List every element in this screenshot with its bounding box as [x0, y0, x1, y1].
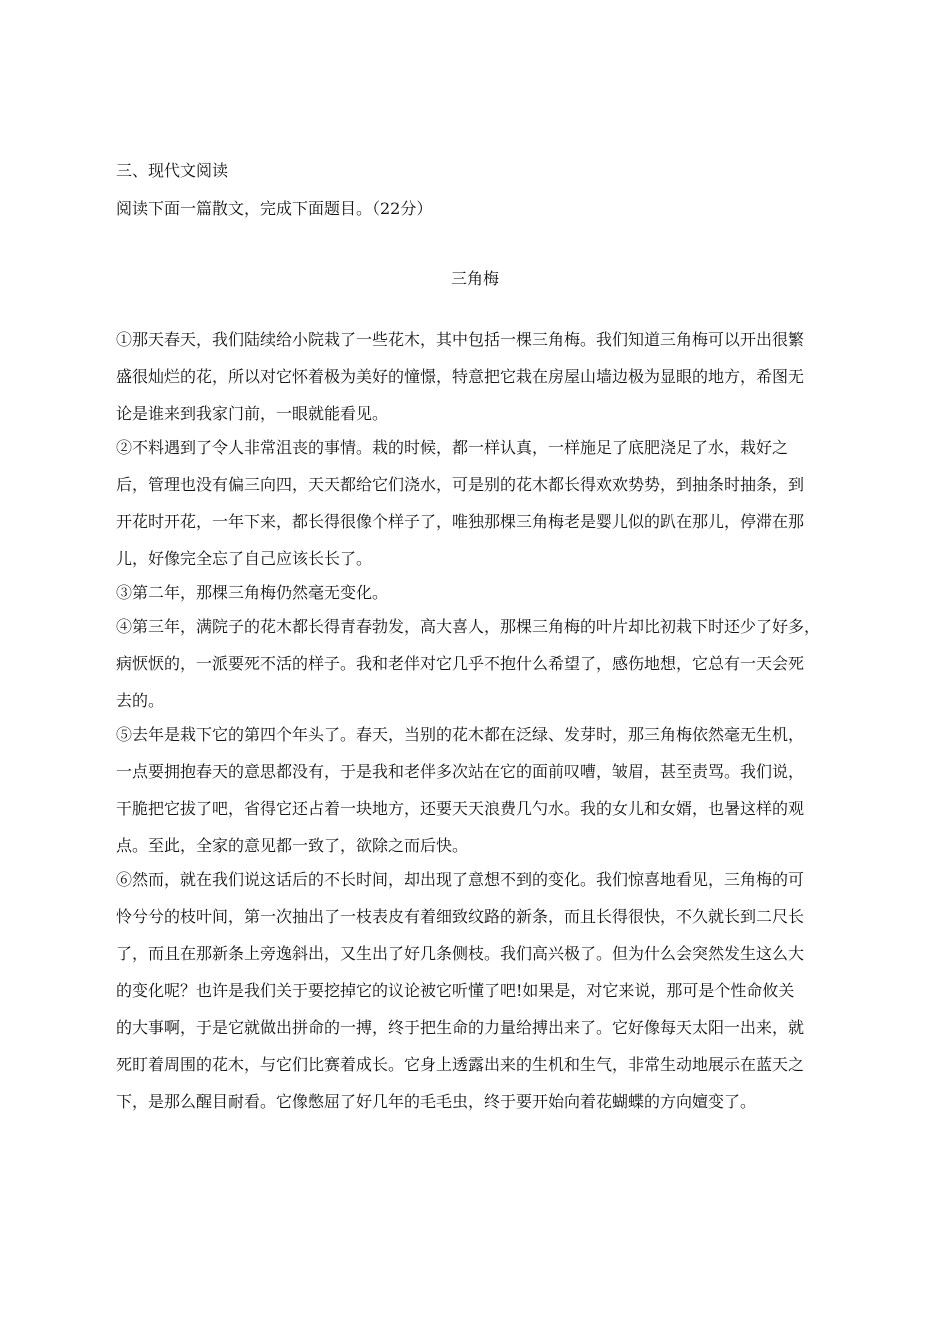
- essay-line: 死盯着周围的花木，与它们比赛着成长。它身上透露出来的生机和生气，非常生动地展示在蓝天之: [116, 1055, 805, 1074]
- essay-line: ④第三年，满院子的花木都长得青春勃发，高大喜人，那棵三角梅的叶片却比初栽下时还少了好多，: [116, 617, 821, 636]
- essay-line: 开花时开花，一年下来，都长得很像个样子了，唯独那棵三角梅老是婴儿似的趴在那儿，停滞在那: [116, 512, 805, 531]
- essay-body: [116, 330, 838, 1112]
- essay-line: ③第二年，那棵三角梅仍然毫无变化。: [116, 583, 389, 602]
- essay-line: 一点要拥抱春天的意思都没有，于是我和老伴多次站在它的面前叹嘈，皱眉，甚至责骂。我们说，: [116, 762, 805, 781]
- section-heading: 三、现代文阅读: [116, 161, 229, 180]
- essay-title: 三角梅: [450, 269, 499, 288]
- essay-line: 去的。: [116, 691, 165, 710]
- essay-line: 论是谁来到我家门前，一眼就能看见。: [116, 404, 389, 423]
- essay-line: 干脆把它拔了吧，省得它还占着一块地方，还要天天浪费几勺水。我的女儿和女婿，也暑这样的观: [116, 799, 805, 818]
- essay-line: 儿，好像完全忘了自己应该长长了。: [116, 549, 373, 568]
- essay-line: ①那天春天，我们陆续给小院栽了一些花木，其中包括一棵三角梅。我们知道三角梅可以开出很繁: [116, 330, 805, 349]
- essay-line: ⑤去年是栽下它的第四个年头了。春天，当别的花木都在泛绿、发芽时，那三角梅依然毫无生机，: [116, 725, 805, 744]
- essay-line: 的大事啊，于是它就做出拼命的一搏，终于把生命的力量给搏出来了。它好像每天太阳一出来，就: [116, 1018, 805, 1037]
- essay-line: 的变化呢？也许是我们关于要挖掉它的议论被它听懂了吧!如果是，对它来说，那可是个性命攸关: [116, 981, 795, 1000]
- essay-line: 后，管理也没有偏三向四，天天都给它们浇水，可是别的花木都长得欢欢势势，到抽条时抽条，到: [116, 475, 805, 494]
- essay-line: 病恹恹的，一派要死不活的样子。我和老伴对它几乎不抱什么希望了，感伤地想，它总有一天会死: [116, 654, 805, 673]
- reading-instruction: 阅读下面一篇散文，完成下面题目。（22分）: [116, 199, 433, 218]
- essay-line: 点。至此，全家的意见都一致了，欲除之而后快。: [116, 836, 469, 855]
- essay-line: 了，而且在那新条上旁逸斜出，又生出了好几条侧枝。我们高兴极了。但为什么会突然发生这么大: [116, 944, 805, 963]
- essay-line: 下，是那么醒目耐看。它像憋屈了好几年的毛毛虫，终于要开始向着花蝴蝶的方向嬗变了。: [116, 1092, 757, 1111]
- essay-line: 怜兮兮的枝叶间，第一次抽出了一枝表皮有着细致纹路的新条，而且长得很快，不久就长到二尺长: [116, 907, 805, 926]
- essay-line: ⑥然而，就在我们说这话后的不长时间，却出现了意想不到的变化。我们惊喜地看见，三角梅的可: [116, 870, 805, 889]
- essay-line: ②不料遇到了令人非常沮丧的事情。栽的时候，都一样认真，一样施足了底肥浇足了水，栽好之: [116, 438, 789, 457]
- essay-line: 盛很灿烂的花，所以对它怀着极为美好的憧憬，特意把它栽在房屋山墙边极为显眼的地方，希图无: [116, 367, 805, 386]
